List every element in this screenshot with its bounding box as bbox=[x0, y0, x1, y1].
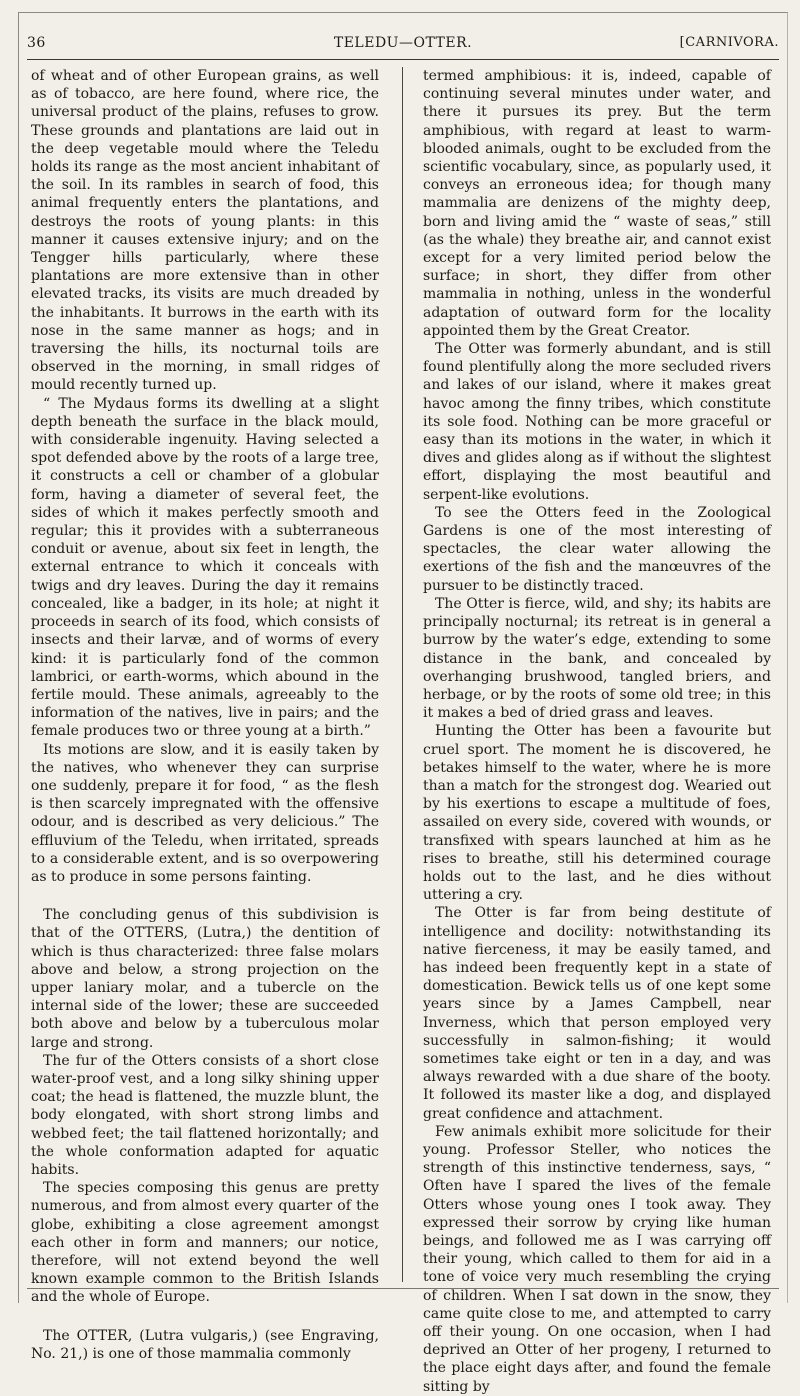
section-label: [CARNIVORA. bbox=[679, 35, 779, 50]
paragraph: Its motions are slow, and it is easily taken by the natives, who whenever they can surprise one suddenly, prepare it for food, “ as the flesh is then scarcely impregnated with the offensive odour, and is described as very delicious.” The effluvium of the Teledu, when irritated, spreads to a considerable extent, and is so overpowering as to produce in some persons fainting. bbox=[31, 741, 379, 885]
running-title: TELEDU—OTTER. bbox=[333, 35, 473, 51]
paragraph: The Otter was formerly abundant, and is still found plentifully along the more secluded rivers and lakes of our island, where it makes great havoc among the finny tribes, which constitute its sole food. Nothing can be more graceful or easy than its motions in the water, in which it dives and glides along as if without the slightest effort, displaying the most beautiful and serpent-like evolutions. bbox=[423, 341, 771, 503]
paragraph: The OTTER, (Lutra vulgaris,) (see Engraving, No. 21,) is one of those mammalia commonly bbox=[31, 1327, 379, 1362]
paragraph: The Otter is far from being destitute of intelligence and docility: notwithstanding its native fierceness, it may be easily tamed, and has indeed been frequently kept in a state of domestication. Bewick tells us of one kept some years since by a James Campbell, near Inverness, which that person employed very successfully in salmon-fishing; it would sometimes take eight or ten in a day, and was always rewarded with a due share of the booty. It followed its master like a dog, and displayed great confidence and attachment. bbox=[423, 905, 771, 1122]
paragraph: Few animals exhibit more solicitude for their young. Professor Steller, who notices the strength of this instinctive tenderness, says, “ Often have I spared the lives of the female Otters whose young ones I took away. They expressed their sorrow by crying like human beings, and followed me as I was carrying off their young, which called to them for aid in a tone of voice very much resembling the crying of children. When I sat down in the snow, they came quite close to me, and attempted to carry off their young. On one occasion, when I had deprived an Otter of her progeny, I returned to the place eight days after, and found the female sitting by bbox=[423, 1123, 771, 1395]
paragraph: The concluding genus of this subdivision is that of the OTTERS, (Lutra,) the dentition of which is thus characterized: three false molars above and below, a strong projection on the upper laniary molar, and a tubercle on the internal side of the lower; these are succeeded both above and below by a tuberculous molar large and strong. bbox=[31, 907, 379, 1051]
paragraph: The species composing this genus are pretty numerous, and from almost every quarter of the globe, exhibiting a close agreement amongst each other in form and manners; our notice, therefore, will not extend beyond the well known example common to the British Islands and the whole of Europe. bbox=[31, 1180, 379, 1306]
paragraph: To see the Otters feed in the Zoological Gardens is one of the most interesting of spectacles, the clear water allowing the exertions of the fish and the manœuvres of the pursuer to be distinctly traced. bbox=[423, 504, 771, 594]
column-divider bbox=[402, 67, 403, 1282]
paragraph: termed amphibious: it is, indeed, capable of continuing several minutes under water, and there it pursues its prey. But the term amphibious, with regard at least to warm-blooded animals, ought to be excluded from the scientific vocabulary, since, as popularly used, it conveys an erroneous idea; for though many mammalia are denizens of the mighty deep, born and living amid the “ waste of seas,” still (as the whale) they breathe air, and cannot exist except for a very limited period below the surface; in short, they differ from other mammalia in nothing, unless in the wonderful adaptation of outward form for the locality appointed them by the Great Creator. bbox=[423, 68, 771, 339]
header-rule bbox=[27, 59, 779, 60]
paragraph: The fur of the Otters consists of a short close water-proof vest, and a long silky shining upper coat; the head is flattened, the muzzle blunt, the body elongated, with short strong limbs and webbed feet; the tail flattened horizontally; and the whole conformation adapted for aquatic habits. bbox=[31, 1052, 379, 1178]
paragraph: Hunting the Otter has been a favourite but cruel sport. The moment he is discovered, he betakes himself to the water, where he is more than a match for the strongest dog. Wearied out by his exertions to escape a multitude of foes, assailed on every side, covered with wounds, or transfixed with spears launched at him as he rises to breathe, still his determined courage holds out to the last, and he dies without uttering a cry. bbox=[423, 723, 771, 904]
right-column bbox=[423, 67, 771, 1395]
paragraph: “ The Mydaus forms its dwelling at a slight depth beneath the surface in the black mould, with considerable ingenuity. Having selected a spot defended above by the roots of a large tree, it constructs a cell or chamber of a globular form, having a diameter of several feet, the sides of which it makes perfectly smooth and regular; this it provides with a subterraneous conduit or avenue, about six feet in length, the external entrance to which it conceals with twigs and dry leaves. During the day it remains concealed, like a badger, in its hole; at night it proceeds in search of its food, which consists of insects and their larvæ, and of worms of every kind: it is particularly fond of the common lambrici, or earth-worms, which abound in the fertile mould. These animals, agreeably to the information of the natives, live in pairs; and the female produces two or three young at a birth.” bbox=[31, 395, 379, 740]
book-page bbox=[18, 12, 788, 1395]
paragraph: of wheat and of other European grains, as well as of tobacco, are here found, where rice, the universal product of the plains, refuses to grow. These grounds and plantations are laid out in the deep vegetable mould where the Teledu holds its range as the most ancient inhabitant of the soil. In its rambles in search of food, this animal frequently enters the plantations, and destroys the roots of young plants: in this manner it causes extensive injury; and on the Tengger hills particularly, where these plantations are more extensive than in other elevated tracks, its visits are much dreaded by the inhabitants. It burrows in the earth with its nose in the same manner as hogs; and in traversing the hills, its nocturnal toils are observed in the morning, in small ridges of mould recently turned up. bbox=[31, 68, 379, 394]
bottom-rule bbox=[27, 1288, 779, 1289]
paragraph: The Otter is fierce, wild, and shy; its habits are principally nocturnal; its retreat is in general a burrow by the water’s edge, extending to some distance in the bank, and concealed by overhanging brushwood, tangled briers, and herbage, or by the roots of some old tree; in this it makes a bed of dried grass and leaves. bbox=[423, 595, 771, 722]
page-number: 36 bbox=[27, 35, 46, 51]
left-column bbox=[31, 67, 379, 1362]
running-header bbox=[27, 35, 779, 57]
